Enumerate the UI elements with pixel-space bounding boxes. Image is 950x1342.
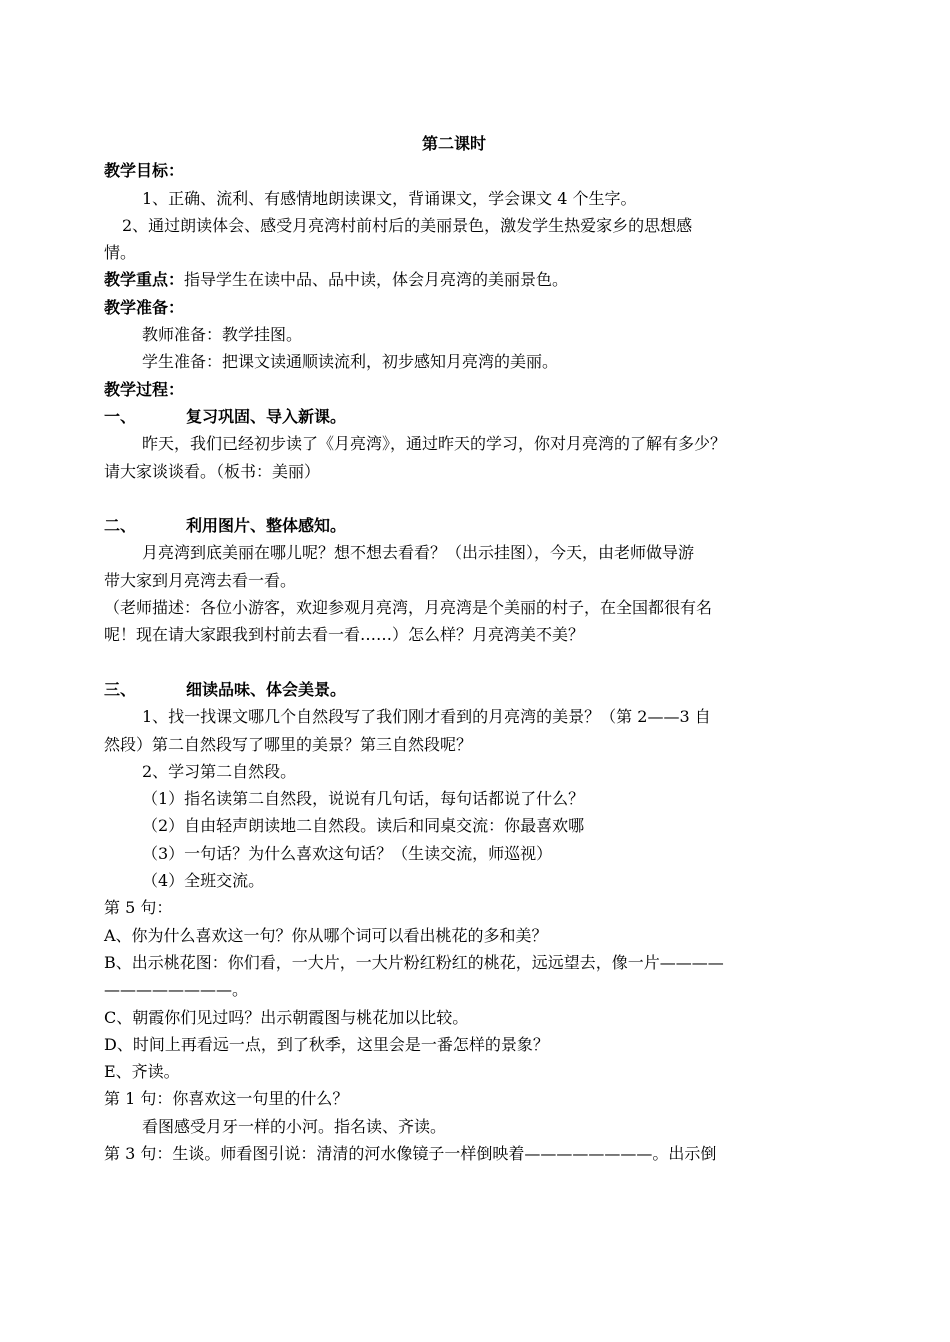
section-1-heading xyxy=(104,403,804,430)
section-2-para-line3: （老师描述：各位小游客，欢迎参观月亮湾，月亮湾是个美丽的村子，在全国都很有名 xyxy=(104,598,713,618)
item-a: A、你为什么喜欢这一句？你从哪个词可以看出桃花的多和美？ xyxy=(104,925,548,945)
item-d: D、时间上再看远一点，到了秋季，这里会是一番怎样的景象？ xyxy=(104,1034,549,1054)
section-1-para-line2: 请大家谈谈看。（板书：美丽） xyxy=(104,461,321,481)
section-2-para-line4: 呢！现在请大家跟我到村前去看一看……）怎么样？月亮湾美不美？ xyxy=(104,625,585,645)
prep-heading: 教学准备： xyxy=(104,297,185,317)
section-1-para-line1: 昨天，我们已经初步读了《月亮湾》，通过昨天的学习，你对月亮湾的了解有多少？ xyxy=(142,434,727,454)
goal-1: 1、正确、流利、有感情地朗读课文，背诵课文，学会课文 4 个生字。 xyxy=(142,188,637,208)
section-3-para-line5: （2）自由轻声朗读地二自然段。读后和同桌交流：你最喜欢哪 xyxy=(142,816,585,836)
section-3-para-line1: 1、找一找课文哪几个自然段写了我们刚才看到的月亮湾的美景？（第 2——3 自 xyxy=(142,707,711,727)
sentence-1-label: 第 1 句：你喜欢这一句里的什么？ xyxy=(104,1089,349,1109)
page-title: 第二课时 xyxy=(421,134,486,153)
item-e: E、齐读。 xyxy=(104,1062,180,1082)
section-3-title: 细读品味、体会美景。 xyxy=(186,679,347,699)
section-3-para-line7: （4）全班交流。 xyxy=(142,871,265,891)
section-3-para-line2: 然段）第二自然段写了哪里的美景？第三自然段呢？ xyxy=(104,734,473,754)
section-1-number: 一、 xyxy=(104,406,137,426)
prep-teacher: 教师准备：教学挂图。 xyxy=(142,325,303,345)
section-3-para-line4: （1）指名读第二自然段，说说有几句话，每句话都说了什么？ xyxy=(142,789,585,809)
item-b-line1: B、出示桃花图：你们看，一大片，一大片粉红粉红的桃花，远远望去，像一片———— xyxy=(104,952,724,972)
goal-2-line1: 2、通过朗读体会、感受月亮湾村前村后的美丽景色，激发学生热爱家乡的思想感 xyxy=(122,215,693,235)
sentence-5-label: 第 5 句： xyxy=(104,898,173,918)
blank-line xyxy=(104,485,804,512)
section-3-number: 三、 xyxy=(104,679,137,699)
section-3-para-line3: 2、学习第二自然段。 xyxy=(142,761,297,781)
item-c: C、朝霞你们见过吗？出示朝霞图与桃花加以比较。 xyxy=(104,1007,469,1027)
section-1-title: 复习巩固、导入新课。 xyxy=(186,406,347,426)
section-2-para-line1: 月亮湾到底美丽在哪儿呢？想不想去看看？（出示挂图），今天，由老师做导游 xyxy=(142,543,695,563)
section-2-heading xyxy=(104,512,804,539)
focus-heading: 教学重点： xyxy=(104,270,185,290)
item-b-line2: ————————。 xyxy=(104,980,249,1000)
prep-student: 学生准备：把课文读通顺读流利，初步感知月亮湾的美丽。 xyxy=(142,352,559,372)
section-3-heading xyxy=(104,676,804,703)
focus-text: 指导学生在读中品、品中读，体会月亮湾的美丽景色。 xyxy=(184,270,569,290)
goals-heading: 教学目标： xyxy=(104,161,185,181)
section-2-title: 利用图片、整体感知。 xyxy=(186,516,347,536)
section-2-para-line2: 带大家到月亮湾去看一看。 xyxy=(104,570,297,590)
focus-line xyxy=(104,266,804,293)
document-page xyxy=(104,130,804,1167)
process-heading: 教学过程： xyxy=(104,379,185,399)
sentence-1-para: 看图感受月牙一样的小河。指名读、齐读。 xyxy=(142,1116,447,1136)
section-3-para-line6: （3）一句话？为什么喜欢这句话？（生读交流，师巡视） xyxy=(142,843,553,863)
section-2-number: 二、 xyxy=(104,516,137,536)
sentence-3-line: 第 3 句：生谈。师看图引说：清清的河水像镜子一样倒映着————————。出示倒 xyxy=(104,1143,717,1163)
blank-line xyxy=(104,649,804,676)
goal-2-line2: 情。 xyxy=(104,243,137,263)
